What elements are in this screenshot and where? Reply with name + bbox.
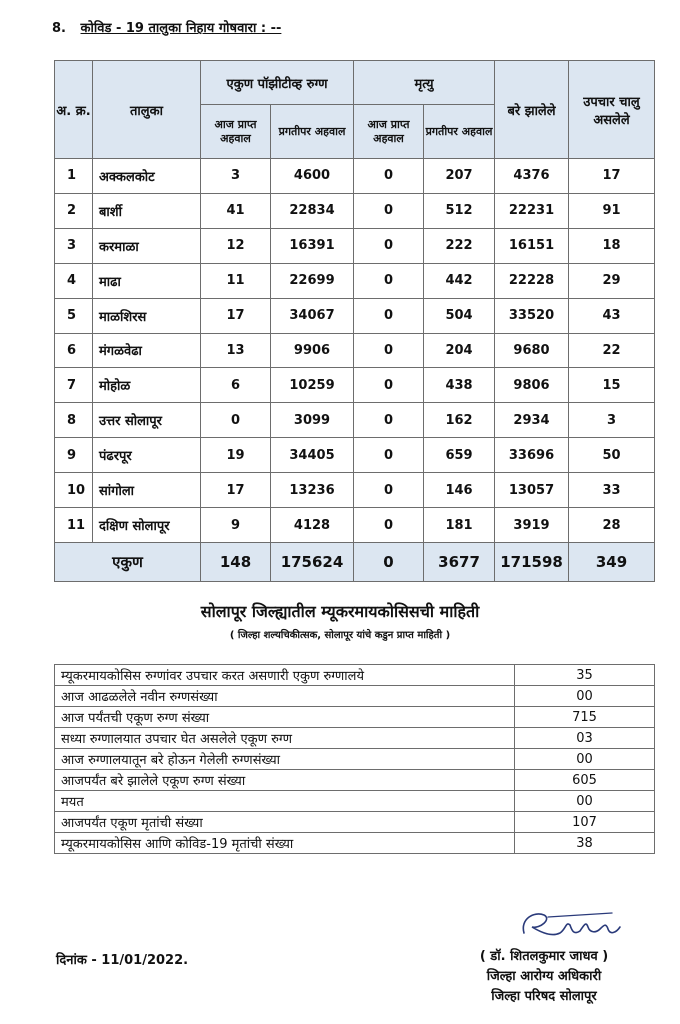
cell-death-total: 181 <box>424 508 495 543</box>
cell-sr: 5 <box>55 298 93 333</box>
cell-death-today: 0 <box>354 228 424 263</box>
cell-active: 29 <box>569 263 655 298</box>
cell-pos-total: 4128 <box>271 508 354 543</box>
header-sr: अ. क्र. <box>55 61 93 159</box>
total-death-total: 3677 <box>424 543 495 582</box>
mucor-value: 605 <box>515 770 655 791</box>
cell-pos-total: 9906 <box>271 333 354 368</box>
total-row <box>55 543 655 582</box>
signature <box>462 903 642 949</box>
cell-death-total: 207 <box>424 159 495 194</box>
cell-recovered: 3919 <box>495 508 569 543</box>
mucor-value: 03 <box>515 728 655 749</box>
mucor-row <box>55 728 655 749</box>
cell-pos-total: 13236 <box>271 473 354 508</box>
cell-death-total: 659 <box>424 438 495 473</box>
cell-pos-today: 9 <box>201 508 271 543</box>
cell-taluka: दक्षिण सोलापूर <box>93 508 201 543</box>
officer-post: जिल्हा आरोग्य अधिकारी <box>486 969 602 984</box>
cell-death-total: 512 <box>424 193 495 228</box>
cell-death-total: 204 <box>424 333 495 368</box>
cell-active: 91 <box>569 193 655 228</box>
cell-sr: 7 <box>55 368 93 403</box>
cell-sr: 6 <box>55 333 93 368</box>
cell-taluka: पंढरपूर <box>93 438 201 473</box>
mucor-title: सोलापूर जिल्ह्यातील म्यूकरमायकोसिसची माहिती <box>200 602 480 621</box>
cell-pos-total: 34067 <box>271 298 354 333</box>
table-row <box>55 368 655 403</box>
cell-active: 3 <box>569 403 655 438</box>
cell-taluka: माळशिरस <box>93 298 201 333</box>
cell-taluka: माढा <box>93 263 201 298</box>
cell-pos-total: 4600 <box>271 159 354 194</box>
cell-pos-today: 17 <box>201 298 271 333</box>
cell-taluka: बार्शी <box>93 193 201 228</box>
table-row <box>55 508 655 543</box>
mucor-label: आज रुग्णालयातून बरे होऊन गेलेली रुग्णसंख्या <box>55 749 515 770</box>
table-row <box>55 193 655 228</box>
cell-sr: 10 <box>55 473 93 508</box>
mucor-label: सध्या रुग्णालयात उपचार घेत असलेले एकूण रुग्ण <box>55 728 515 749</box>
officer-name: ( डॉ. शितलकुमार जाधव ) <box>479 949 609 964</box>
cell-death-today: 0 <box>354 159 424 194</box>
table-row <box>55 298 655 333</box>
cell-sr: 9 <box>55 438 93 473</box>
cell-death-total: 438 <box>424 368 495 403</box>
cell-death-total: 222 <box>424 228 495 263</box>
mucor-value: 00 <box>515 686 655 707</box>
cell-pos-today: 17 <box>201 473 271 508</box>
cell-pos-total: 10259 <box>271 368 354 403</box>
mucor-value: 107 <box>515 812 655 833</box>
cell-taluka: मोहोळ <box>93 368 201 403</box>
cell-sr: 3 <box>55 228 93 263</box>
cell-death-total: 162 <box>424 403 495 438</box>
cell-sr: 11 <box>55 508 93 543</box>
header-death-progressive: प्रगतीपर अहवाल <box>424 105 495 159</box>
cell-pos-total: 22699 <box>271 263 354 298</box>
mucor-label: आजपर्यंत एकूण मृतांची संख्या <box>55 812 515 833</box>
mucor-row <box>55 770 655 791</box>
cell-sr: 1 <box>55 159 93 194</box>
mucor-info-table <box>54 664 655 854</box>
total-label: एकुण <box>55 543 201 582</box>
cell-death-total: 442 <box>424 263 495 298</box>
table-row <box>55 403 655 438</box>
total-recovered: 171598 <box>495 543 569 582</box>
mucor-row <box>55 749 655 770</box>
cell-death-today: 0 <box>354 368 424 403</box>
mucor-label: मयत <box>55 791 515 812</box>
header-recovered: बरे झालेले <box>495 61 569 159</box>
cell-active: 43 <box>569 298 655 333</box>
table-row <box>55 438 655 473</box>
cell-taluka: करमाळा <box>93 228 201 263</box>
cell-death-today: 0 <box>354 298 424 333</box>
mucor-row <box>55 665 655 686</box>
mucor-value: 00 <box>515 749 655 770</box>
mucor-label: आज आढळलेले नवीन रुग्णसंख्या <box>55 686 515 707</box>
cell-recovered: 2934 <box>495 403 569 438</box>
cell-active: 50 <box>569 438 655 473</box>
table-row <box>55 473 655 508</box>
mucor-row <box>55 707 655 728</box>
cell-death-today: 0 <box>354 438 424 473</box>
table-row <box>55 263 655 298</box>
cell-pos-today: 12 <box>201 228 271 263</box>
officer-block <box>444 947 644 1007</box>
cell-sr: 8 <box>55 403 93 438</box>
mucor-label: म्यूकरमायकोसिस आणि कोविड-19 मृतांची संख्या <box>55 833 515 854</box>
mucor-row <box>55 812 655 833</box>
cell-sr: 2 <box>55 193 93 228</box>
mucor-label: आजपर्यंत बरे झालेले एकूण रुग्ण संख्या <box>55 770 515 791</box>
cell-pos-total: 34405 <box>271 438 354 473</box>
header-active: उपचार चालु असलेले <box>569 61 655 159</box>
mucor-source-note: ( जिल्हा शल्यचिकीत्सक, सोलापूर यांचे कडुन प्राप्त माहिती ) <box>229 630 451 641</box>
section-number: 8. <box>52 21 66 36</box>
cell-pos-today: 11 <box>201 263 271 298</box>
cell-taluka: मंगळवेढा <box>93 333 201 368</box>
mucor-row <box>55 833 655 854</box>
cell-pos-total: 3099 <box>271 403 354 438</box>
cell-death-today: 0 <box>354 193 424 228</box>
mucor-value: 35 <box>515 665 655 686</box>
cell-recovered: 9680 <box>495 333 569 368</box>
officer-office: जिल्हा परिषद सोलापूर <box>491 989 597 1004</box>
cell-pos-today: 6 <box>201 368 271 403</box>
cell-taluka: सांगोला <box>93 473 201 508</box>
cell-pos-today: 13 <box>201 333 271 368</box>
section-title: कोविड - 19 तालुका निहाय गोषवारा : -- <box>80 21 282 36</box>
header-deaths: मृत्यु <box>354 61 495 105</box>
cell-active: 22 <box>569 333 655 368</box>
mucor-value: 715 <box>515 707 655 728</box>
report-date: दिनांक - 11/01/2022. <box>56 953 189 968</box>
mucor-label: आज पर्यंतची एकूण रुग्ण संख्या <box>55 707 515 728</box>
cell-pos-total: 22834 <box>271 193 354 228</box>
cell-recovered: 16151 <box>495 228 569 263</box>
cell-recovered: 9806 <box>495 368 569 403</box>
cell-death-today: 0 <box>354 473 424 508</box>
mucor-row <box>55 686 655 707</box>
header-death-today: आज प्राप्त अहवाल <box>354 105 424 159</box>
cell-recovered: 33520 <box>495 298 569 333</box>
total-pos-total: 175624 <box>271 543 354 582</box>
header-taluka: तालुका <box>93 61 201 159</box>
mucor-label: म्यूकरमायकोसिस रुग्णांवर उपचार करत असणारी एकुण रुग्णालये <box>55 665 515 686</box>
cell-death-today: 0 <box>354 333 424 368</box>
cell-recovered: 22231 <box>495 193 569 228</box>
cell-active: 33 <box>569 473 655 508</box>
total-pos-today: 148 <box>201 543 271 582</box>
cell-pos-total: 16391 <box>271 228 354 263</box>
cell-active: 18 <box>569 228 655 263</box>
table-row <box>55 333 655 368</box>
cell-pos-today: 41 <box>201 193 271 228</box>
cell-death-total: 146 <box>424 473 495 508</box>
cell-recovered: 22228 <box>495 263 569 298</box>
header-positive-today: आज प्राप्त अहवाल <box>201 105 271 159</box>
cell-taluka: अक्कलकोट <box>93 159 201 194</box>
cell-recovered: 13057 <box>495 473 569 508</box>
total-death-today: 0 <box>354 543 424 582</box>
cell-taluka: उत्तर सोलापूर <box>93 403 201 438</box>
table-row <box>55 159 655 194</box>
section-heading <box>52 18 281 36</box>
cell-active: 15 <box>569 368 655 403</box>
cell-pos-today: 0 <box>201 403 271 438</box>
header-positive: एकुण पॉझीटीव्ह रुग्ण <box>201 61 354 105</box>
total-active: 349 <box>569 543 655 582</box>
mucor-value: 00 <box>515 791 655 812</box>
mucor-row <box>55 791 655 812</box>
cell-active: 17 <box>569 159 655 194</box>
taluka-summary-table <box>54 60 655 582</box>
cell-pos-today: 19 <box>201 438 271 473</box>
mucor-value: 38 <box>515 833 655 854</box>
table-row <box>55 228 655 263</box>
header-positive-progressive: प्रगतीपर अहवाल <box>271 105 354 159</box>
cell-active: 28 <box>569 508 655 543</box>
cell-death-today: 0 <box>354 263 424 298</box>
cell-recovered: 33696 <box>495 438 569 473</box>
cell-death-today: 0 <box>354 508 424 543</box>
cell-pos-today: 3 <box>201 159 271 194</box>
cell-death-total: 504 <box>424 298 495 333</box>
cell-recovered: 4376 <box>495 159 569 194</box>
cell-death-today: 0 <box>354 403 424 438</box>
cell-sr: 4 <box>55 263 93 298</box>
